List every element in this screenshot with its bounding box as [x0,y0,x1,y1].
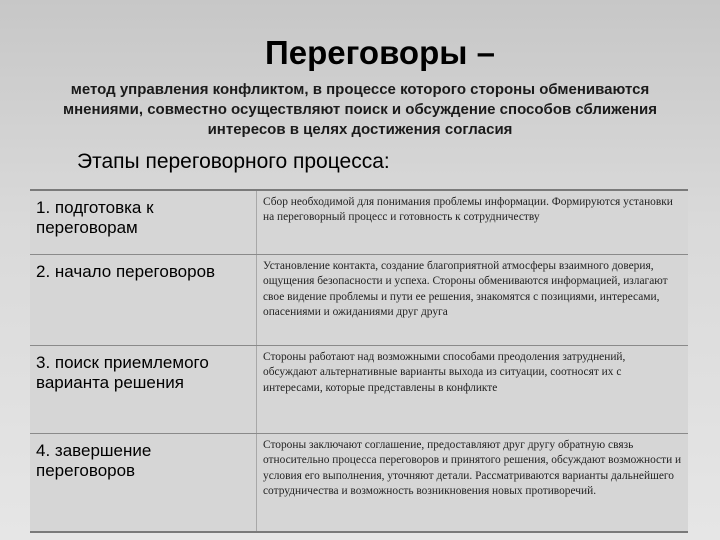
description-cell: Установление контакта, создание благоприятной атмосферы взаимного доверия, ощущения безопасности и успеха. Стороны обмениваются информацией, излагают свое видение проблемы и пути ее решения, знакомятся с позициями, интересами, опасениями и ожиданиями друг друга [257,255,689,346]
description-cell: Стороны работают над возможными способами преодоления затруднений, обсуждают альтернативные варианты выхода из ситуации, соотносят их с интересами, которые представлены в конфликте [257,346,689,434]
stage-cell: 3. поиск приемлемого варианта решения [30,346,257,434]
definition-text [22,80,698,140]
definition-line: мнениями, совместно осуществляют поиск и обсуждение способов сближения [63,101,657,118]
definition-line: метод управления конфликтом, в процессе которого стороны обмениваются [70,81,650,98]
table-row [30,434,688,533]
slide-title: Переговоры – [265,34,495,71]
definition-line: интересов в целях достижения согласия [207,121,513,138]
table-row [30,346,688,434]
table-row [30,190,688,255]
section-heading: Этапы переговорного процесса: [77,150,390,173]
description-cell: Стороны заключают соглашение, предоставляют друг другу обратную связь относительно процесса переговоров и принятого решения, обсуждают возможности и условия его выполнения, уточняют детали. Рассматриваются варианты дальнейшего сотрудничества и возможность возникновения новых противоречий. [263,439,682,498]
stage-cell: 2. начало переговоров [30,255,257,346]
stage-cell: 1. подготовка к переговорам [30,190,257,255]
description-cell: Сбор необходимой для понимания проблемы информации. Формируются установки на переговорный процесс и готовность к сотрудничеству [257,190,689,255]
stage-cell: 4. завершение переговоров [30,434,257,533]
table-row [30,255,688,346]
stages-table [30,189,688,533]
